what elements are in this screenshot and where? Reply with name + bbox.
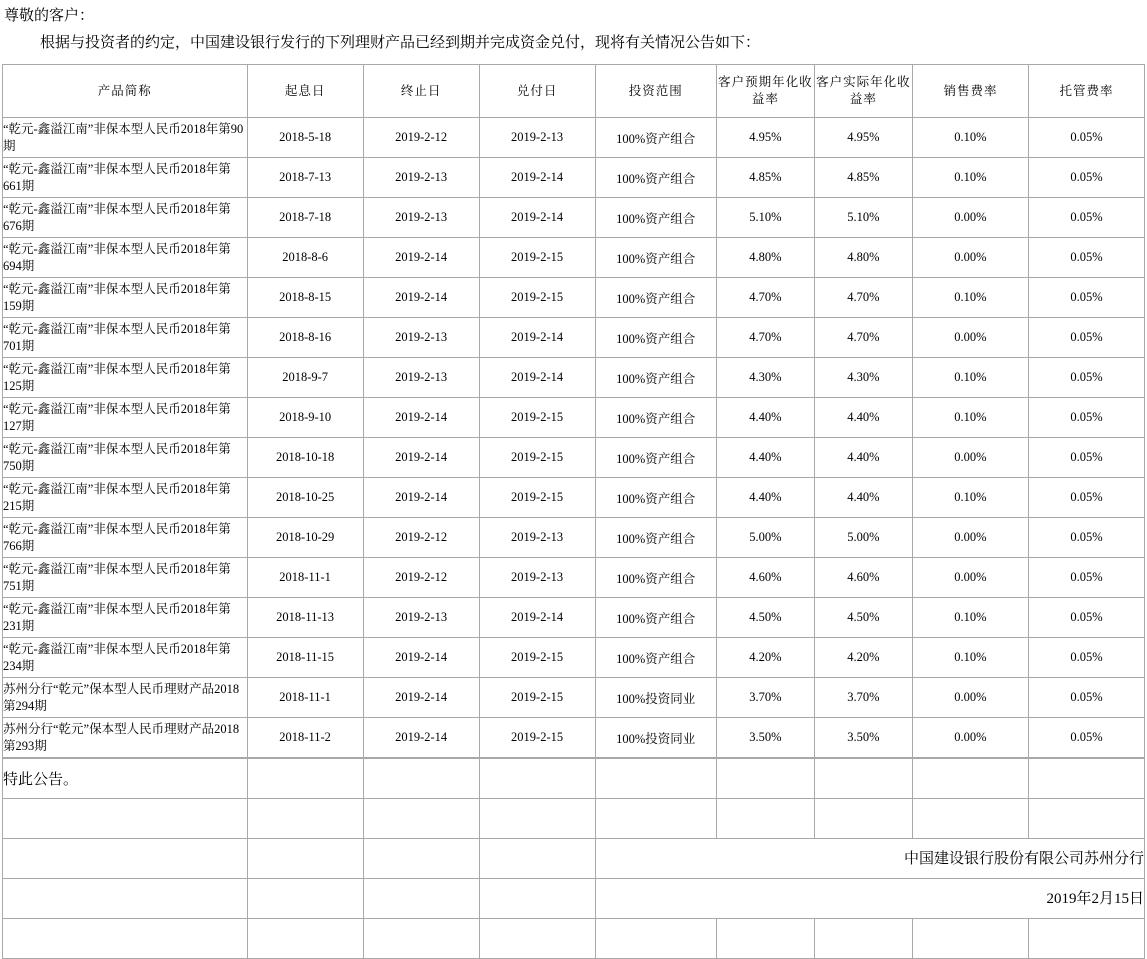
cell-investment-scope: 100%资产组合: [595, 438, 716, 478]
cell-custody-fee: 0.05%: [1028, 358, 1144, 398]
cell-sales-fee: 0.00%: [912, 718, 1028, 758]
date-text: 2019年2月15日: [595, 879, 1144, 919]
column-header-actual-yield: 客户实际年化收益率: [814, 65, 912, 118]
cell-investment-scope: 100%资产组合: [595, 398, 716, 438]
blank-row: [3, 799, 1145, 839]
column-header-payment-date: 兑付日: [479, 65, 595, 118]
cell-start-date: 2018-5-18: [247, 118, 363, 158]
blank-cell: [363, 799, 479, 839]
cell-start-date: 2018-11-13: [247, 598, 363, 638]
blank-cell: [595, 799, 716, 839]
blank-cell: [912, 759, 1028, 799]
cell-end-date: 2019-2-14: [363, 718, 479, 758]
cell-product-name: “乾元-鑫溢江南”非保本型人民币2018年第159期: [3, 278, 248, 318]
blank-cell: [363, 879, 479, 919]
cell-investment-scope: 100%资产组合: [595, 358, 716, 398]
cell-end-date: 2019-2-14: [363, 398, 479, 438]
cell-product-name: 苏州分行“乾元”保本型人民币理财产品2018第294期: [3, 678, 248, 718]
cell-start-date: 2018-8-16: [247, 318, 363, 358]
cell-payment-date: 2019-2-15: [479, 238, 595, 278]
cell-sales-fee: 0.00%: [912, 518, 1028, 558]
cell-actual-yield: 4.20%: [814, 638, 912, 678]
column-header-expected-yield: 客户预期年化收益率: [716, 65, 814, 118]
cell-actual-yield: 4.30%: [814, 358, 912, 398]
cell-start-date: 2018-11-15: [247, 638, 363, 678]
cell-payment-date: 2019-2-15: [479, 438, 595, 478]
cell-expected-yield: 4.40%: [716, 398, 814, 438]
cell-start-date: 2018-11-1: [247, 558, 363, 598]
cell-investment-scope: 100%资产组合: [595, 558, 716, 598]
cell-actual-yield: 4.95%: [814, 118, 912, 158]
table-row: [3, 238, 1145, 278]
cell-investment-scope: 100%资产组合: [595, 198, 716, 238]
cell-payment-date: 2019-2-13: [479, 558, 595, 598]
column-header-end-date: 终止日: [363, 65, 479, 118]
cell-investment-scope: 100%资产组合: [595, 158, 716, 198]
blank-cell: [3, 839, 248, 879]
signature-text: 中国建设银行股份有限公司苏州分行: [595, 839, 1144, 879]
cell-expected-yield: 4.20%: [716, 638, 814, 678]
table-row: [3, 598, 1145, 638]
blank-cell: [814, 799, 912, 839]
cell-custody-fee: 0.05%: [1028, 318, 1144, 358]
cell-actual-yield: 4.40%: [814, 438, 912, 478]
blank-cell: [247, 879, 363, 919]
cell-actual-yield: 4.50%: [814, 598, 912, 638]
column-header-sales-fee: 销售费率: [912, 65, 1028, 118]
table-row: [3, 158, 1145, 198]
notice-row: [3, 759, 1145, 799]
cell-investment-scope: 100%资产组合: [595, 318, 716, 358]
table-row: [3, 718, 1145, 758]
salutation-text: 尊敬的客户：: [4, 8, 95, 24]
cell-start-date: 2018-8-6: [247, 238, 363, 278]
table-row: [3, 478, 1145, 518]
notice-text: 特此公告。: [3, 759, 248, 799]
blank-cell: [247, 919, 363, 959]
products-table: [2, 64, 1145, 758]
blank-cell: [1028, 919, 1144, 959]
cell-end-date: 2019-2-13: [363, 358, 479, 398]
cell-sales-fee: 0.00%: [912, 198, 1028, 238]
blank-cell: [479, 799, 595, 839]
cell-custody-fee: 0.05%: [1028, 478, 1144, 518]
cell-product-name: “乾元-鑫溢江南”非保本型人民币2018年第234期: [3, 638, 248, 678]
date-row: [3, 879, 1145, 919]
table-row: [3, 518, 1145, 558]
cell-actual-yield: 4.40%: [814, 478, 912, 518]
cell-actual-yield: 4.70%: [814, 318, 912, 358]
cell-actual-yield: 3.70%: [814, 678, 912, 718]
cell-expected-yield: 4.60%: [716, 558, 814, 598]
column-header-custody-fee: 托管费率: [1028, 65, 1144, 118]
cell-expected-yield: 4.50%: [716, 598, 814, 638]
blank-cell: [247, 839, 363, 879]
cell-end-date: 2019-2-13: [363, 198, 479, 238]
blank-cell: [716, 799, 814, 839]
table-row: [3, 278, 1145, 318]
cell-product-name: “乾元-鑫溢江南”非保本型人民币2018年第125期: [3, 358, 248, 398]
bottom-grid-row: [3, 919, 1145, 959]
cell-sales-fee: 0.10%: [912, 158, 1028, 198]
footer-table: [2, 758, 1145, 959]
cell-sales-fee: 0.10%: [912, 358, 1028, 398]
cell-actual-yield: 4.60%: [814, 558, 912, 598]
cell-actual-yield: 4.40%: [814, 398, 912, 438]
cell-payment-date: 2019-2-15: [479, 278, 595, 318]
footer-area: [2, 758, 1145, 959]
cell-product-name: “乾元-鑫溢江南”非保本型人民币2018年第766期: [3, 518, 248, 558]
table-row: [3, 438, 1145, 478]
cell-end-date: 2019-2-12: [363, 118, 479, 158]
cell-investment-scope: 100%资产组合: [595, 638, 716, 678]
cell-start-date: 2018-7-18: [247, 198, 363, 238]
cell-end-date: 2019-2-14: [363, 638, 479, 678]
cell-start-date: 2018-11-1: [247, 678, 363, 718]
table-row: [3, 198, 1145, 238]
cell-sales-fee: 0.00%: [912, 438, 1028, 478]
cell-investment-scope: 100%资产组合: [595, 518, 716, 558]
cell-sales-fee: 0.10%: [912, 118, 1028, 158]
blank-cell: [363, 839, 479, 879]
cell-actual-yield: 5.00%: [814, 518, 912, 558]
cell-expected-yield: 3.50%: [716, 718, 814, 758]
table-row: [3, 678, 1145, 718]
table-header: [3, 65, 1145, 118]
cell-custody-fee: 0.05%: [1028, 158, 1144, 198]
cell-actual-yield: 4.80%: [814, 238, 912, 278]
cell-investment-scope: 100%资产组合: [595, 278, 716, 318]
cell-product-name: “乾元-鑫溢江南”非保本型人民币2018年第750期: [3, 438, 248, 478]
cell-end-date: 2019-2-14: [363, 278, 479, 318]
blank-cell: [716, 919, 814, 959]
blank-cell: [814, 759, 912, 799]
cell-end-date: 2019-2-12: [363, 558, 479, 598]
cell-actual-yield: 4.85%: [814, 158, 912, 198]
cell-end-date: 2019-2-14: [363, 678, 479, 718]
cell-start-date: 2018-7-13: [247, 158, 363, 198]
cell-payment-date: 2019-2-13: [479, 518, 595, 558]
blank-cell: [3, 919, 248, 959]
cell-end-date: 2019-2-14: [363, 478, 479, 518]
cell-end-date: 2019-2-12: [363, 518, 479, 558]
cell-end-date: 2019-2-13: [363, 318, 479, 358]
blank-cell: [479, 759, 595, 799]
cell-sales-fee: 0.10%: [912, 398, 1028, 438]
cell-custody-fee: 0.05%: [1028, 398, 1144, 438]
cell-investment-scope: 100%资产组合: [595, 238, 716, 278]
blank-cell: [814, 919, 912, 959]
blank-cell: [595, 919, 716, 959]
cell-end-date: 2019-2-14: [363, 238, 479, 278]
blank-cell: [595, 759, 716, 799]
cell-expected-yield: 4.30%: [716, 358, 814, 398]
cell-payment-date: 2019-2-15: [479, 638, 595, 678]
cell-sales-fee: 0.10%: [912, 638, 1028, 678]
cell-custody-fee: 0.05%: [1028, 598, 1144, 638]
blank-cell: [479, 879, 595, 919]
table-row: [3, 398, 1145, 438]
cell-product-name: “乾元-鑫溢江南”非保本型人民币2018年第661期: [3, 158, 248, 198]
cell-investment-scope: 100%投资同业: [595, 678, 716, 718]
blank-cell: [1028, 799, 1144, 839]
cell-payment-date: 2019-2-15: [479, 718, 595, 758]
cell-sales-fee: 0.10%: [912, 598, 1028, 638]
cell-payment-date: 2019-2-14: [479, 318, 595, 358]
cell-start-date: 2018-9-10: [247, 398, 363, 438]
cell-expected-yield: 4.70%: [716, 318, 814, 358]
column-header-product-name: 产品简称: [3, 65, 248, 118]
cell-actual-yield: 3.50%: [814, 718, 912, 758]
table-row: [3, 358, 1145, 398]
column-header-investment-scope: 投资范围: [595, 65, 716, 118]
cell-product-name: “乾元-鑫溢江南”非保本型人民币2018年第694期: [3, 238, 248, 278]
cell-expected-yield: 4.95%: [716, 118, 814, 158]
cell-custody-fee: 0.05%: [1028, 638, 1144, 678]
cell-investment-scope: 100%资产组合: [595, 118, 716, 158]
blank-cell: [3, 879, 248, 919]
cell-expected-yield: 3.70%: [716, 678, 814, 718]
blank-cell: [363, 759, 479, 799]
cell-expected-yield: 5.10%: [716, 198, 814, 238]
cell-product-name: “乾元-鑫溢江南”非保本型人民币2018年第701期: [3, 318, 248, 358]
cell-expected-yield: 4.85%: [716, 158, 814, 198]
cell-payment-date: 2019-2-14: [479, 358, 595, 398]
cell-custody-fee: 0.05%: [1028, 118, 1144, 158]
cell-start-date: 2018-8-15: [247, 278, 363, 318]
table-body: [3, 118, 1145, 758]
cell-start-date: 2018-10-18: [247, 438, 363, 478]
cell-product-name: “乾元-鑫溢江南”非保本型人民币2018年第231期: [3, 598, 248, 638]
cell-product-name: 苏州分行“乾元”保本型人民币理财产品2018第293期: [3, 718, 248, 758]
cell-product-name: “乾元-鑫溢江南”非保本型人民币2018年第676期: [3, 198, 248, 238]
cell-expected-yield: 4.70%: [716, 278, 814, 318]
signature-row: [3, 839, 1145, 879]
column-header-start-date: 起息日: [247, 65, 363, 118]
blank-cell: [1028, 759, 1144, 799]
cell-product-name: “乾元-鑫溢江南”非保本型人民币2018年第751期: [3, 558, 248, 598]
intro-paragraph: 根据与投资者的约定，中国建设银行发行的下列理财产品已经到期并完成资金兑付，现将有关情况公告如下：: [40, 35, 761, 51]
blank-cell: [247, 799, 363, 839]
cell-expected-yield: 4.80%: [716, 238, 814, 278]
cell-payment-date: 2019-2-15: [479, 678, 595, 718]
cell-sales-fee: 0.00%: [912, 558, 1028, 598]
cell-custody-fee: 0.05%: [1028, 718, 1144, 758]
cell-custody-fee: 0.05%: [1028, 238, 1144, 278]
blank-cell: [3, 799, 248, 839]
table-row: [3, 118, 1145, 158]
table-row: [3, 638, 1145, 678]
cell-payment-date: 2019-2-14: [479, 198, 595, 238]
cell-payment-date: 2019-2-15: [479, 398, 595, 438]
cell-custody-fee: 0.05%: [1028, 518, 1144, 558]
cell-payment-date: 2019-2-15: [479, 478, 595, 518]
cell-investment-scope: 100%投资同业: [595, 718, 716, 758]
blank-cell: [912, 799, 1028, 839]
cell-actual-yield: 4.70%: [814, 278, 912, 318]
cell-custody-fee: 0.05%: [1028, 438, 1144, 478]
cell-investment-scope: 100%资产组合: [595, 478, 716, 518]
header-row: [3, 65, 1145, 118]
cell-actual-yield: 5.10%: [814, 198, 912, 238]
blank-cell: [912, 919, 1028, 959]
blank-cell: [363, 919, 479, 959]
cell-start-date: 2018-11-2: [247, 718, 363, 758]
cell-payment-date: 2019-2-13: [479, 118, 595, 158]
blank-cell: [479, 919, 595, 959]
cell-investment-scope: 100%资产组合: [595, 598, 716, 638]
cell-start-date: 2018-10-25: [247, 478, 363, 518]
blank-cell: [716, 759, 814, 799]
cell-product-name: “乾元-鑫溢江南”非保本型人民币2018年第215期: [3, 478, 248, 518]
cell-payment-date: 2019-2-14: [479, 158, 595, 198]
cell-sales-fee: 0.10%: [912, 278, 1028, 318]
cell-product-name: “乾元-鑫溢江南”非保本型人民币2018年第90期: [3, 118, 248, 158]
cell-sales-fee: 0.10%: [912, 478, 1028, 518]
cell-start-date: 2018-9-7: [247, 358, 363, 398]
cell-end-date: 2019-2-14: [363, 438, 479, 478]
cell-sales-fee: 0.00%: [912, 678, 1028, 718]
cell-expected-yield: 5.00%: [716, 518, 814, 558]
cell-sales-fee: 0.00%: [912, 318, 1028, 358]
cell-end-date: 2019-2-13: [363, 598, 479, 638]
table-row: [3, 558, 1145, 598]
cell-custody-fee: 0.05%: [1028, 678, 1144, 718]
cell-expected-yield: 4.40%: [716, 438, 814, 478]
blank-cell: [479, 839, 595, 879]
cell-custody-fee: 0.05%: [1028, 278, 1144, 318]
blank-cell: [247, 759, 363, 799]
cell-custody-fee: 0.05%: [1028, 198, 1144, 238]
cell-product-name: “乾元-鑫溢江南”非保本型人民币2018年第127期: [3, 398, 248, 438]
cell-custody-fee: 0.05%: [1028, 558, 1144, 598]
cell-end-date: 2019-2-13: [363, 158, 479, 198]
cell-sales-fee: 0.00%: [912, 238, 1028, 278]
cell-expected-yield: 4.40%: [716, 478, 814, 518]
cell-start-date: 2018-10-29: [247, 518, 363, 558]
cell-payment-date: 2019-2-14: [479, 598, 595, 638]
table-row: [3, 318, 1145, 358]
